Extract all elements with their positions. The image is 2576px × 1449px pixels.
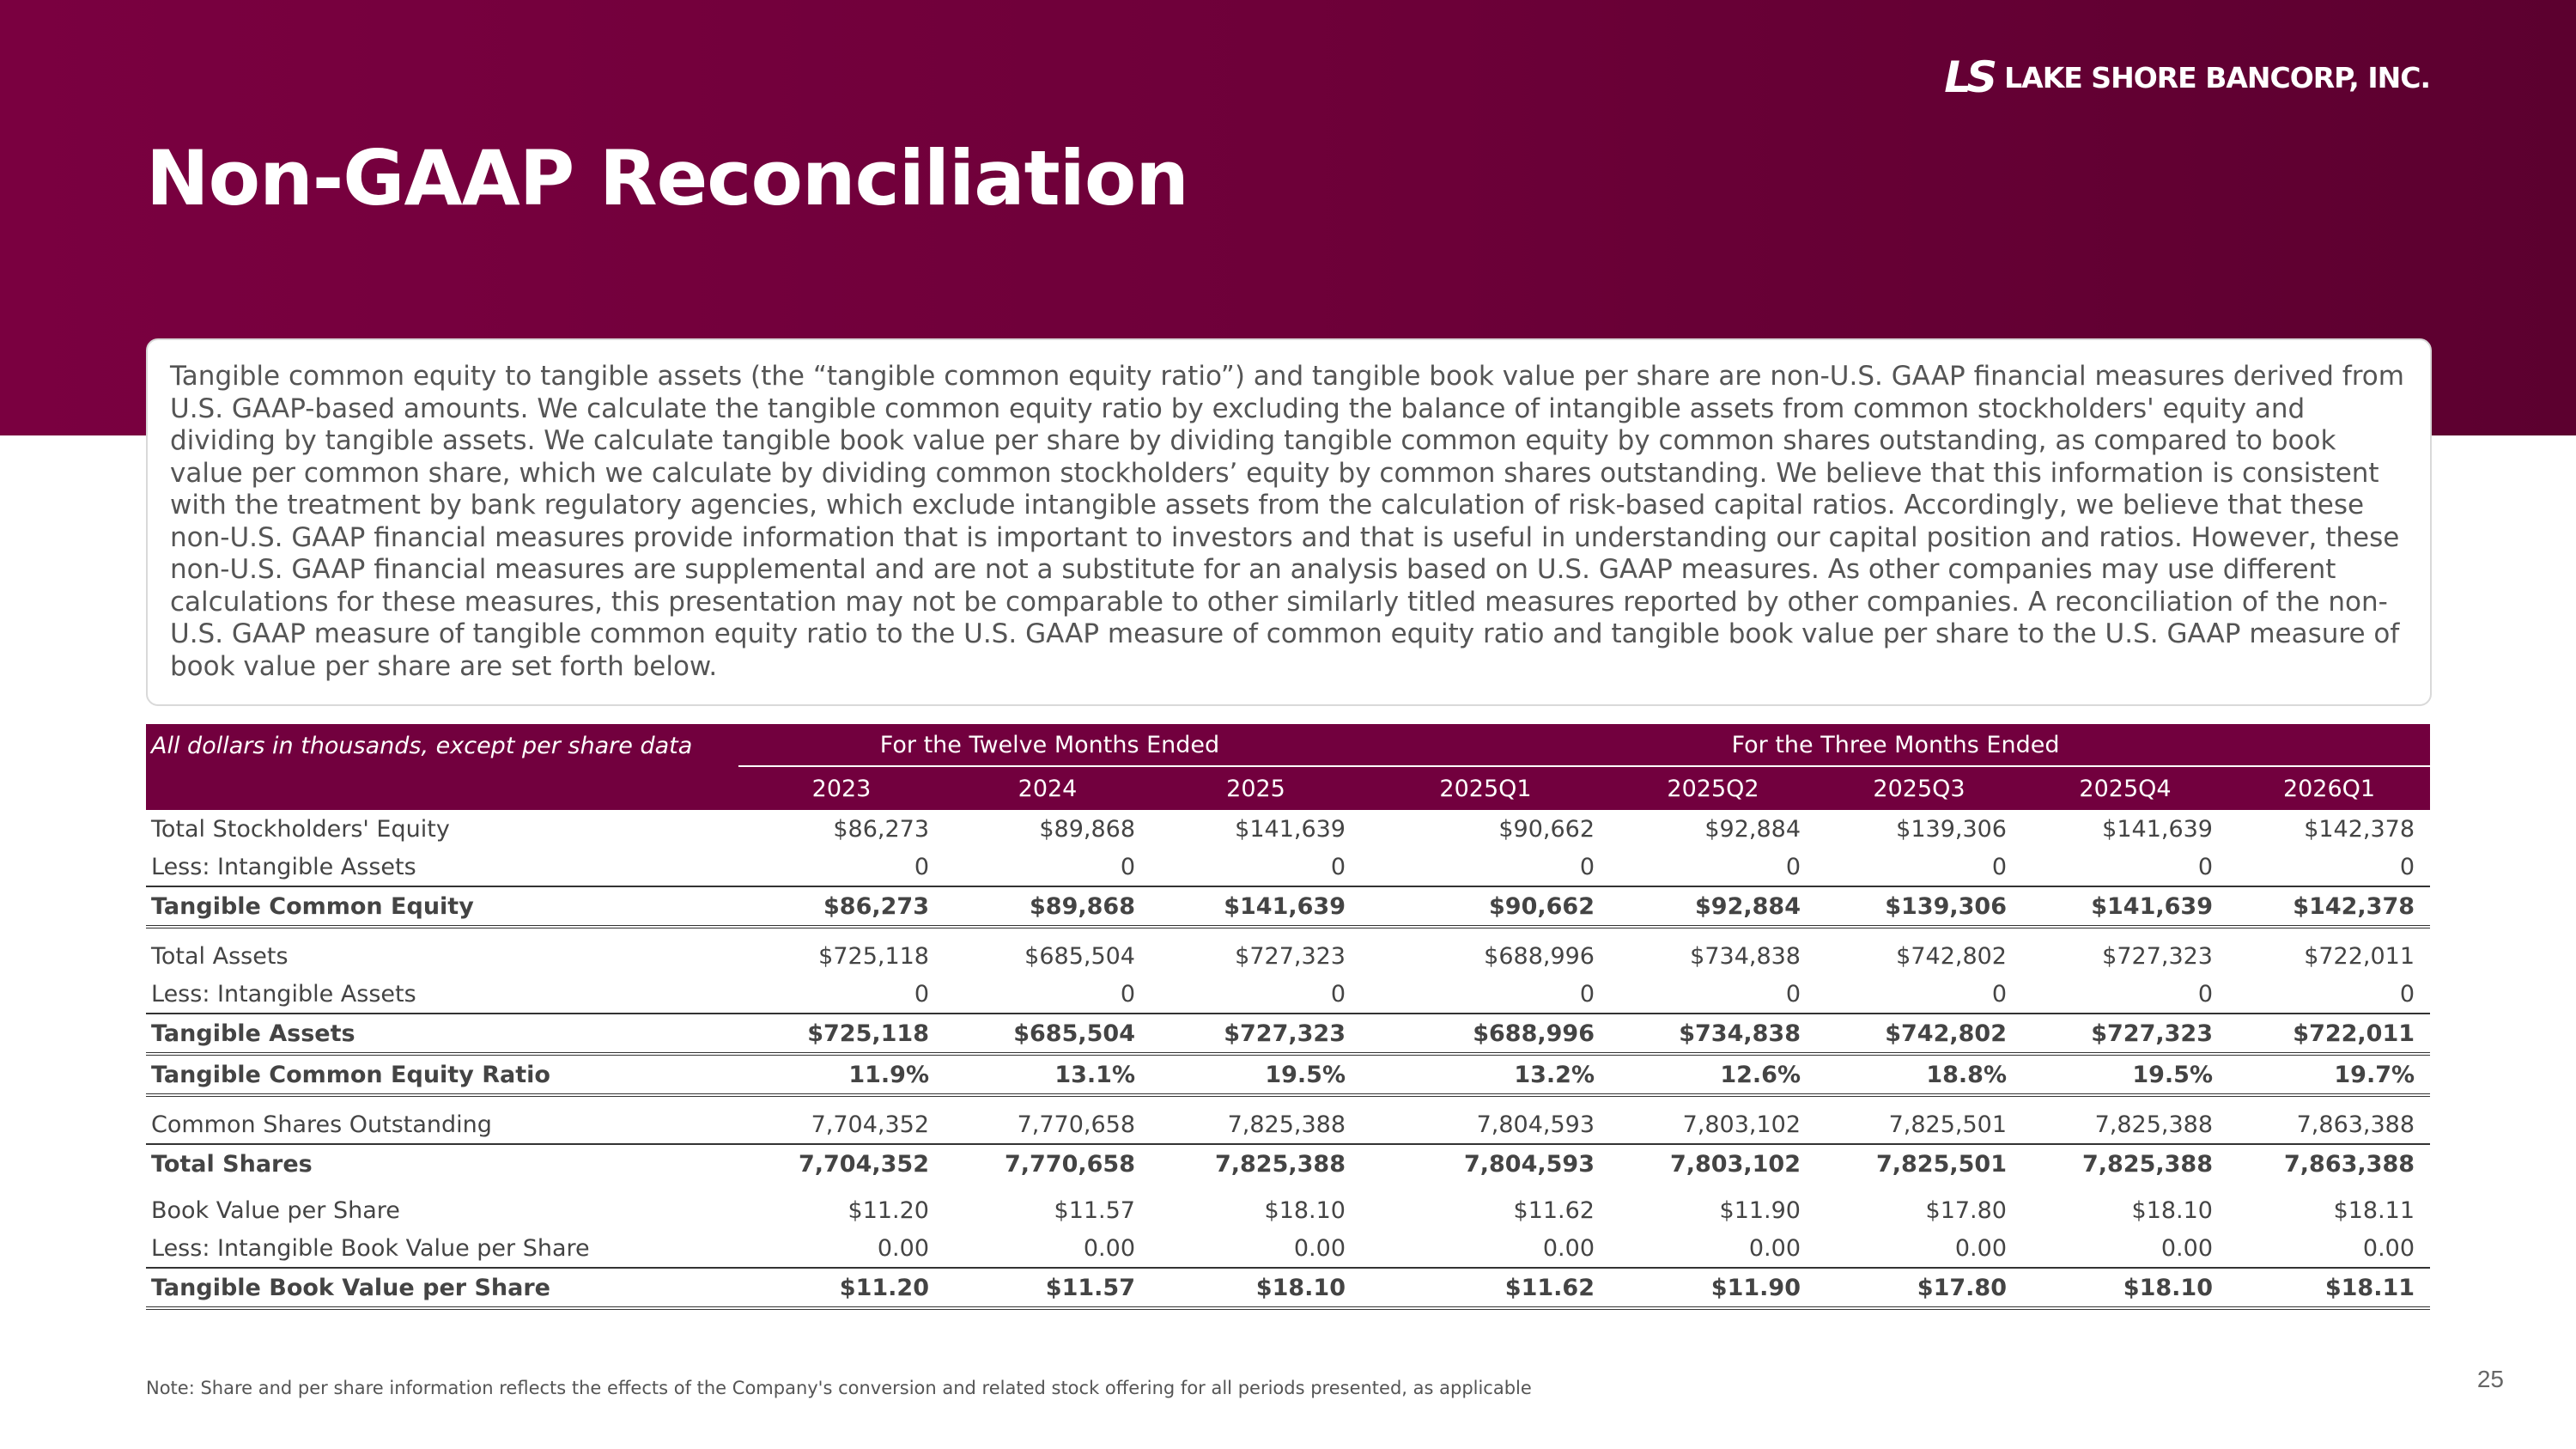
row-total-shares: [146, 1144, 2430, 1183]
row-tangible-assets: [146, 1014, 2430, 1054]
description-box: [146, 338, 2432, 706]
table-cell: 7,803,102: [1682, 1111, 1801, 1138]
table-cell: $742,802: [1896, 942, 2007, 970]
table-cell: 0.00: [877, 1234, 929, 1262]
group-twelve-months: For the Twelve Months Ended: [738, 724, 1361, 767]
table-cell: $86,273: [833, 815, 929, 843]
table-cell: $727,323: [2022, 1014, 2228, 1054]
table-cell: $688,996: [1361, 1014, 1610, 1054]
table-cell: 0: [1579, 980, 1595, 1008]
table-cell: $727,323: [1235, 942, 1346, 970]
table-cell: $90,662: [1361, 886, 1610, 927]
table-cell: 7,770,658: [1017, 1111, 1135, 1138]
table-cell: 0: [1120, 853, 1135, 880]
group-three-months: For the Three Months Ended: [1361, 724, 2430, 767]
table-cell: $725,118: [738, 1014, 945, 1054]
table-cell: 0: [914, 853, 929, 880]
row-label: Total Shares: [146, 1144, 738, 1183]
row-label: Tangible Book Value per Share: [146, 1268, 738, 1308]
column-header: 2023: [738, 767, 945, 810]
row-label: Total Stockholders' Equity: [151, 815, 450, 843]
table-cell: $727,323: [1151, 1014, 1361, 1054]
table-cell: $17.80: [1816, 1268, 2022, 1308]
table-cell: 0: [2399, 853, 2415, 880]
table-cell: 7,704,352: [811, 1111, 929, 1138]
table-cell: $11.90: [1610, 1268, 1816, 1308]
row-label: Less: Intangible Assets: [151, 980, 416, 1008]
table-cell: $11.57: [1054, 1196, 1135, 1224]
table-cell: 0: [914, 980, 929, 1008]
table-cell: 7,804,593: [1476, 1111, 1595, 1138]
company-logo: [1944, 53, 2430, 101]
column-header: 2025: [1151, 767, 1361, 810]
row-label: Total Assets: [151, 942, 289, 970]
row-intangible-assets: [146, 848, 2430, 886]
row-total-assets: [146, 937, 2430, 975]
table-cell: $92,884: [1704, 815, 1801, 843]
table-cell: $11.20: [738, 1268, 945, 1308]
table-cell: $734,838: [1690, 942, 1801, 970]
table-cell: 18.8%: [1816, 1054, 2022, 1095]
table-cell: 7,825,388: [2094, 1111, 2213, 1138]
table-cell: 7,825,388: [1151, 1144, 1361, 1183]
table-cell: $18.10: [2022, 1268, 2228, 1308]
row-label: Less: Intangible Book Value per Share: [151, 1234, 590, 1262]
table-cell: 7,863,388: [2296, 1111, 2415, 1138]
page-title: Non-GAAP Reconciliation: [146, 134, 1188, 222]
table-cell: $734,838: [1610, 1014, 1816, 1054]
table-cell: $685,504: [945, 1014, 1151, 1054]
table-cell: 0.00: [1954, 1234, 2007, 1262]
row-intangible-assets: [146, 975, 2430, 1014]
logo-mark-icon: LS: [1944, 52, 1993, 102]
row-intangible-bvps: [146, 1229, 2430, 1268]
column-header: 2025Q2: [1610, 767, 1816, 810]
table-cell: 0: [1120, 980, 1135, 1008]
table-cell: $141,639: [1151, 886, 1361, 927]
table-cell: 11.9%: [738, 1054, 945, 1095]
column-header: 2024: [945, 767, 1151, 810]
table-cell: 0: [2197, 853, 2213, 880]
table-cell: 0.00: [2160, 1234, 2213, 1262]
table-cell: $89,868: [1039, 815, 1135, 843]
column-header: 2026Q1: [2228, 767, 2430, 810]
table-cell: 0: [1785, 853, 1801, 880]
table-cell: 0: [1579, 853, 1595, 880]
table-cell: 7,825,501: [1888, 1111, 2007, 1138]
table-cell: $89,868: [945, 886, 1151, 927]
table-cell: $18.11: [2333, 1196, 2415, 1224]
column-header: 2025Q4: [2022, 767, 2228, 810]
table-cell: $11.20: [848, 1196, 929, 1224]
company-name: LAKE SHORE BANCORP, INC.: [2004, 60, 2430, 94]
table-cell: $139,306: [1816, 886, 2022, 927]
row-spacer: [146, 1095, 2430, 1105]
table-cell: $722,011: [2228, 1014, 2430, 1054]
table-cell: $141,639: [1235, 815, 1346, 843]
table-cell: 7,704,352: [738, 1144, 945, 1183]
table-cell: $18.10: [1151, 1268, 1361, 1308]
table-cell: 7,863,388: [2228, 1144, 2430, 1183]
table-cell: 0: [1785, 980, 1801, 1008]
table-cell: 0: [1991, 980, 2007, 1008]
table-cell: 7,825,501: [1816, 1144, 2022, 1183]
column-header: 2025Q3: [1816, 767, 2022, 810]
table-cell: $139,306: [1896, 815, 2007, 843]
table-cell: $722,011: [2304, 942, 2415, 970]
row-spacer: [146, 1183, 2430, 1191]
row-spacer: [146, 927, 2430, 937]
description-text: Tangible common equity to tangible assets (the “tangible common equity ratio”) and tangible book value per share are non-U.S. GAAP financial measures derived from U.S. GAAP-based amounts. We calculate the tangible common equity ratio by excluding the balance of intangible assets from common stockholders' equity and dividing by tangible assets. We calculate tangible book value per share by dividing tangible common equity by common shares outstanding, as compared to book value per common share, which we calculate by dividing common stockholders’ equity by common shares outstanding. We believe that this information is consistent with the treatment by bank regulatory agencies, which exclude intangible assets from the calculation of risk‑based capital ratios. Accordingly, we believe that these non-U.S. GAAP financial measures provide information that is important to investors and that is useful in understanding our capital position and ratios. However, these non-U.S. GAAP financial measures are supplemental and are not a substitute for an analysis based on U.S. GAAP measures. As other companies may use different calculations for these measures, this presentation may not be comparable to other similarly titled measures reported by other companies. A reconciliation of the non-U.S. GAAP measure of tangible common equity ratio to the U.S. GAAP measure of common equity ratio and tangible book value per share to the U.S. GAAP measure of book value per share are set forth below.: [170, 361, 2404, 682]
row-label: Less: Intangible Assets: [151, 853, 416, 880]
table-cell: $11.62: [1361, 1268, 1610, 1308]
row-label: Common Shares Outstanding: [151, 1111, 492, 1138]
table-cell: $688,996: [1484, 942, 1595, 970]
table-cell: $11.90: [1719, 1196, 1801, 1224]
table-cell: $727,323: [2102, 942, 2213, 970]
table-cell: 0: [2399, 980, 2415, 1008]
table-cell: $11.57: [945, 1268, 1151, 1308]
table-cell: 0: [1330, 980, 1346, 1008]
table-cell: $141,639: [2102, 815, 2213, 843]
row-label: Tangible Common Equity: [146, 886, 738, 927]
table-cell: $18.10: [1264, 1196, 1346, 1224]
table-header-groups: [146, 724, 2430, 767]
row-common-shares: [146, 1105, 2430, 1144]
table-cell: $17.80: [1925, 1196, 2007, 1224]
page-number: 25: [2476, 1366, 2504, 1392]
column-header-blank: [146, 767, 738, 810]
table-cell: 19.5%: [2022, 1054, 2228, 1095]
column-header: 2025Q1: [1361, 767, 1610, 810]
table-cell: $86,273: [738, 886, 945, 927]
table-cell: $725,118: [818, 942, 929, 970]
table-cell: 12.6%: [1610, 1054, 1816, 1095]
table-cell: 7,825,388: [2022, 1144, 2228, 1183]
table-cell: 0.00: [1083, 1234, 1135, 1262]
table-cell: 0: [2197, 980, 2213, 1008]
row-book-value-per-share: [146, 1191, 2430, 1229]
table-cell: $685,504: [1024, 942, 1135, 970]
table-cell: 13.2%: [1361, 1054, 1610, 1095]
table-cell: $18.11: [2228, 1268, 2430, 1308]
table-cell: 7,804,593: [1361, 1144, 1610, 1183]
table-cell: $141,639: [2022, 886, 2228, 927]
row-label: Tangible Common Equity Ratio: [146, 1054, 738, 1095]
row-tangible-common-equity: [146, 886, 2430, 927]
table-cell: 7,803,102: [1610, 1144, 1816, 1183]
table-cell: $90,662: [1498, 815, 1595, 843]
row-label: Tangible Assets: [146, 1014, 738, 1054]
table-cell: 13.1%: [945, 1054, 1151, 1095]
row-stockholders-equity: [146, 810, 2430, 848]
table-cell: $18.10: [2131, 1196, 2213, 1224]
table-cell: $142,378: [2304, 815, 2415, 843]
table-cell: 0: [1991, 853, 2007, 880]
table-header-periods: [146, 767, 2430, 810]
footnote: Note: Share and per share information reflects the effects of the Company's conversion and related stock offering for all periods presented, as applicable: [146, 1378, 1532, 1398]
table-cell: 7,770,658: [945, 1144, 1151, 1183]
table-cell: 7,825,388: [1227, 1111, 1346, 1138]
row-tce-ratio: [146, 1054, 2430, 1095]
table-cell: $11.62: [1513, 1196, 1595, 1224]
table-cell: $92,884: [1610, 886, 1816, 927]
table-cell: $742,802: [1816, 1014, 2022, 1054]
table-cell: $142,378: [2228, 886, 2430, 927]
table-note: All dollars in thousands, except per share data: [146, 724, 738, 767]
row-tangible-bvps: [146, 1268, 2430, 1308]
table-cell: 19.5%: [1151, 1054, 1361, 1095]
table-cell: 19.7%: [2228, 1054, 2430, 1095]
table-cell: 0.00: [1748, 1234, 1801, 1262]
table-cell: 0.00: [2362, 1234, 2415, 1262]
table-cell: 0.00: [1293, 1234, 1346, 1262]
table-cell: 0.00: [1542, 1234, 1595, 1262]
reconciliation-table: [146, 724, 2430, 1310]
row-label: Book Value per Share: [151, 1196, 400, 1224]
table-cell: 0: [1330, 853, 1346, 880]
